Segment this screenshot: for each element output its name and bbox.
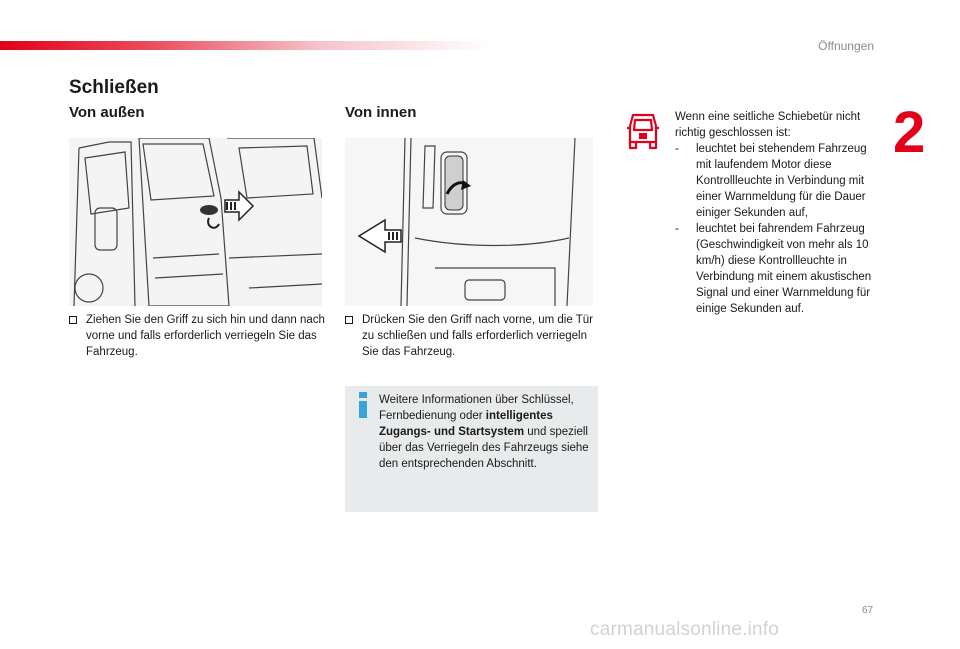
- inside-step: [345, 312, 595, 360]
- watermark: carmanualsonline.info: [590, 619, 780, 640]
- chapter-title: Öffnungen: [818, 39, 874, 53]
- warning-list: [675, 141, 880, 317]
- checkbox-bullet-icon: [345, 316, 353, 324]
- warning-text: [675, 109, 880, 317]
- door-open-warning-icon: [625, 112, 661, 152]
- list-item: - leuchtet bei fahrendem Fahrzeug (Geschwindigkeit von mehr als 10 km/h) diese Kontrollleuchte in Verbindung mit einem akustischen Signal und einer Warnmeldung für einige Sekunden auf.: [675, 221, 880, 317]
- list-item: - leuchtet bei stehendem Fahrzeug mit laufendem Motor diese Kontrollleuchte in Verbindung mit einer Warnmeldung für die Dauer einiger Sekunden auf,: [675, 141, 880, 221]
- info-text-part1: Weitere Informationen über Schlüssel, Fernbedienung oder: [379, 394, 574, 422]
- info-icon: [355, 392, 371, 418]
- outside-step-text: Ziehen Sie den Griff zu sich hin und dann nach vorne und falls erforderlich verriegeln Sie das Fahrzeug.: [86, 314, 325, 358]
- info-box: [345, 386, 598, 512]
- heading-outside: Von außen: [69, 104, 145, 121]
- chapter-number: 2: [893, 100, 926, 165]
- inside-door-illustration: [345, 138, 593, 306]
- inside-step-text: Drücken Sie den Griff nach vorne, um die Tür zu schließen und falls erforderlich verriegeln Sie das Fahrzeug.: [362, 314, 593, 358]
- section-title: Schließen: [69, 77, 159, 98]
- outside-door-illustration: [69, 138, 322, 306]
- header-accent-bar: [0, 41, 490, 50]
- warning-intro: Wenn eine seitliche Schiebetür nicht richtig geschlossen ist:: [675, 111, 861, 139]
- checkbox-bullet-icon: [69, 316, 77, 324]
- info-text-part2: und speziell über das Verriegeln des Fahrzeugs siehe den entsprechenden Abschnitt.: [379, 426, 589, 470]
- info-text-bold: intelligentes Zugangs- und Startsystem: [379, 410, 553, 438]
- outside-step: [69, 312, 325, 360]
- heading-inside: Von innen: [345, 104, 417, 121]
- info-text: [379, 392, 589, 472]
- page-number: 67: [862, 605, 874, 616]
